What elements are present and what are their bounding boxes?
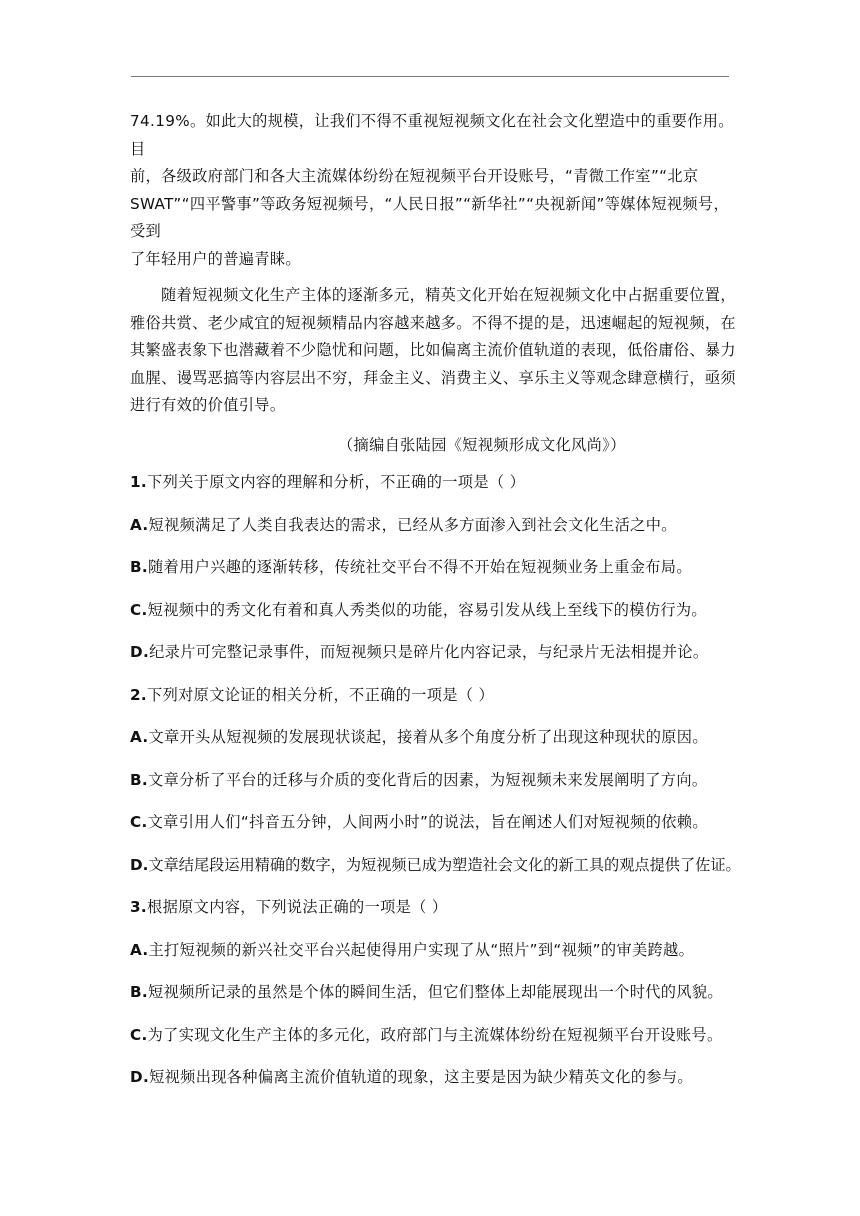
option-label: C. (130, 813, 148, 831)
option-text: 短视频中的秀文化有着和真人秀类似的功能，容易引发从线上至线下的模仿行为。 (147, 600, 707, 619)
question-block (130, 469, 741, 1107)
option-label: C. (130, 1025, 148, 1044)
option-row (130, 809, 736, 852)
option-row (130, 639, 736, 682)
question-number: 3. (130, 898, 148, 916)
option-label: A. (130, 940, 149, 959)
option-row (130, 724, 736, 767)
option-label: B. (130, 983, 149, 1001)
option-row (130, 937, 736, 980)
option-label: D. (130, 1068, 150, 1086)
option-text: 为了实现文化生产主体的多元化，政府部门与主流媒体纷纷在短视频平台开设账号。 (147, 1025, 723, 1044)
question-text: 下列关于原文内容的理解和分析，不正确的一项是（ ） (147, 473, 526, 491)
paragraph-line: 74.19%。如此大的规模，让我们不得不重视短视频文化在社会文化塑造中的重要作用。目 (130, 112, 734, 158)
option-text: 纪录片可完整记录事件，而短视频只是碎片化内容记录，与纪录片无法相提并论。 (149, 643, 709, 661)
option-row (130, 979, 736, 1022)
option-text: 随着用户兴趣的逐渐转移，传统社交平台不得不开始在短视频业务上重金布局。 (148, 558, 692, 576)
paragraph-line: 雅俗共赏、老少咸宜的短视频精品内容越来越多。不得不提的是，迅速崛起的短视频，在 (130, 313, 736, 332)
paragraph-line: 其繁盛表象下也潜藏着不少隐忧和问题，比如偏离主流价值轨道的表现，低俗庸俗、暴力 (130, 341, 736, 359)
option-text: 文章结尾段运用精确的数字，为短视频已成为塑造社会文化的新工具的观点提供了佐证。 (148, 855, 741, 874)
question-text: 根据原文内容，下列说法正确的一项是（ ） (147, 898, 448, 916)
option-row (130, 512, 736, 555)
option-label: A. (130, 728, 149, 746)
question-stem (130, 469, 736, 512)
option-text: 文章开头从短视频的发展现状谈起，接着从多个角度分析了出现这种现状的原因。 (148, 728, 708, 746)
paragraph-line: SWAT”“四平警事”等政务短视频号，“人民日报”“新华社”“央视新闻”等媒体短视频号，受到 (130, 194, 730, 240)
option-text: 短视频出现各种偏离主流价值轨道的现象，这主要是因为缺少精英文化的参与。 (149, 1068, 693, 1086)
option-row (130, 597, 736, 640)
question-number: 2. (130, 685, 148, 704)
document-content (130, 108, 741, 1107)
question-number: 1. (130, 473, 148, 491)
option-text: 文章引用人们“抖音五分钟，人间两小时”的说法，旨在阐述人们对短视频的依赖。 (147, 813, 708, 831)
question-text: 下列对原文论证的相关分析，不正确的一项是（ ） (147, 685, 495, 704)
option-label: B. (130, 558, 149, 576)
paragraph-line: 了年轻用户的普遍青睐。 (130, 249, 301, 268)
passage-paragraph-1 (130, 108, 736, 273)
option-label: D. (130, 855, 149, 874)
option-text: 短视频所记录的虽然是个体的瞬间生活，但它们整体上却能展现出一个时代的风貌。 (148, 983, 723, 1001)
paragraph-line: 前，各级政府部门和各大主流媒体纷纷在短视频平台开设账号，“青微工作室”“北京 (130, 167, 699, 185)
option-row (130, 852, 741, 895)
passage-source: （摘编自张陆园《短视频形成文化风尚》） (338, 435, 626, 454)
option-label: A. (130, 515, 149, 534)
paragraph-line: 进行有效的价值引导。 (130, 396, 286, 414)
paragraph-line: 血腥、谩骂恶搞等内容层出不穷，拜金主义、消费主义、享乐主义等观念肆意横行，亟须 (130, 368, 736, 387)
option-text: 短视频满足了人类自我表达的需求，已经从多方面渗入到社会文化生活之中。 (148, 515, 677, 534)
option-text: 主打短视频的新兴社交平台兴起使得用户实现了从“照片”到“视频”的审美跨越。 (148, 940, 695, 959)
question-stem (130, 894, 736, 937)
option-label: B. (130, 770, 149, 789)
option-text: 文章分析了平台的迁移与介质的变化背后的因素，为短视频未来发展阐明了方向。 (148, 770, 708, 789)
option-label: C. (130, 600, 148, 619)
option-row (130, 1064, 736, 1107)
header-rule (131, 76, 729, 77)
option-label: D. (130, 643, 150, 661)
passage-paragraph-2 (130, 282, 736, 420)
question-stem (130, 682, 736, 725)
paragraph-line: 随着短视频文化生产主体的逐渐多元，精英文化开始在短视频文化中占据重要位置， (161, 286, 736, 304)
option-row (130, 1022, 736, 1065)
option-row (130, 767, 736, 810)
option-row (130, 554, 736, 597)
